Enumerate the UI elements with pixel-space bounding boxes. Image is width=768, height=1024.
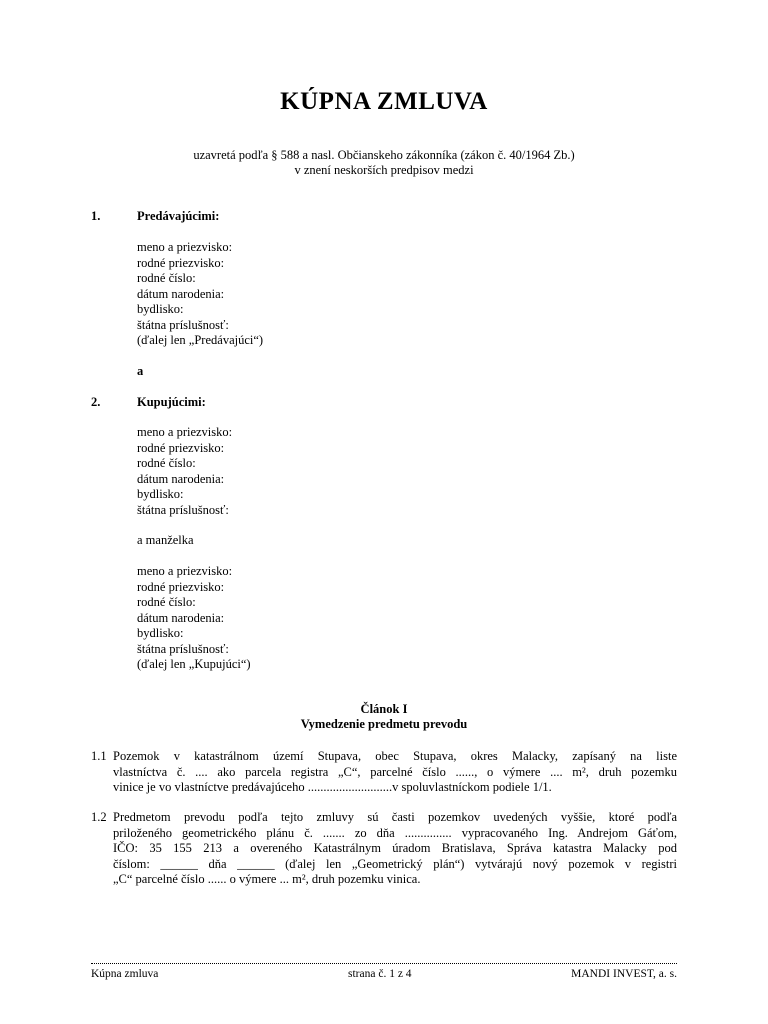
buyer-field: rodné číslo: (137, 456, 196, 470)
spouse-field: meno a priezvisko: (137, 564, 233, 578)
article-title: Vymedzenie predmetu prevodu (300, 717, 468, 731)
paragraph-line: IČO: 35 155 213 a overeného Katastrálnym úradom Bratislava, Správa katastra Malacky pod (113, 841, 677, 855)
seller-field: štátna príslušnosť: (137, 318, 229, 332)
seller-field: meno a priezvisko: (137, 240, 233, 254)
buyer-field: rodné priezvisko: (137, 441, 225, 455)
paragraph-line: číslom: ______ dňa ______ (ďalej len „Geometrický plán“) vytvárajú nový pozemok v registri (113, 856, 677, 871)
spouse-field: rodné priezvisko: (137, 580, 225, 594)
spouse-label: a manželka (137, 533, 194, 547)
spouse-field: dátum narodenia: (137, 611, 225, 625)
and-label: a (137, 364, 144, 378)
seller-field: bydlisko: (137, 302, 184, 316)
footer-divider (91, 963, 677, 964)
seller-field: dátum narodenia: (137, 287, 225, 301)
buyer-number: 2. (91, 395, 101, 409)
paragraph-number: 1.2 (91, 810, 107, 824)
paragraph-number: 1.1 (91, 749, 107, 763)
paragraph-line: vlastníctva č. .... ako parcela registra „C“, parcelné číslo ......, o výmere .... m², druh pozemku (113, 764, 677, 779)
footer-document-name: Kúpna zmluva (91, 968, 159, 980)
seller-field: rodné číslo: (137, 271, 196, 285)
seller-alias: (ďalej len „Predávajúci“) (137, 333, 264, 347)
paragraph-1-1 (113, 749, 677, 796)
buyer-field: bydlisko: (137, 487, 184, 501)
buyer-field: štátna príslušnosť: (137, 503, 229, 517)
subtitle-line-2: v znení neskorších predpisov medzi (294, 163, 474, 177)
spouse-field: rodné číslo: (137, 595, 196, 609)
seller-heading: Predávajúcimi: (137, 209, 220, 223)
paragraph-line: Pozemok v katastrálnom území Stupava, obec Stupava, okres Malacky, zapísaný na liste (113, 749, 677, 763)
buyer-heading: Kupujúcimi: (137, 395, 206, 409)
buyer-field: meno a priezvisko: (137, 425, 233, 439)
paragraph-line: priloženého geometrického plánu č. ....... zo dňa ............... vypracovaného Ing. Andrejom Gáťom, (113, 825, 677, 840)
buyer-field: dátum narodenia: (137, 472, 225, 486)
paragraph-line: Predmetom prevodu podľa tejto zmluvy sú časti pozemkov uvedených vyššie, ktoré podľa (113, 810, 677, 824)
document-title: KÚPNA ZMLUVA (280, 88, 488, 115)
seller-field: rodné priezvisko: (137, 256, 225, 270)
paragraph-line: vinice je vo vlastníctve predávajúceho ...........................v spoluvlastníckom podiele 1/1. (113, 780, 552, 794)
footer-page-number: strana č. 1 z 4 (348, 968, 412, 980)
footer-company-name: MANDI INVEST, a. s. (571, 968, 677, 980)
spouse-field: štátna príslušnosť: (137, 642, 229, 656)
paragraph-1-2 (113, 810, 677, 888)
buyer-alias: (ďalej len „Kupujúci“) (137, 657, 251, 671)
seller-number: 1. (91, 209, 101, 223)
spouse-field: bydlisko: (137, 626, 184, 640)
subtitle-line-1: uzavretá podľa § 588 a nasl. Občianskeho zákonníka (zákon č. 40/1964 Zb.) (193, 148, 575, 162)
article-number: Článok I (360, 702, 408, 716)
paragraph-line: „C“ parcelné číslo ...... o výmere ... m², druh pozemku vinica. (113, 872, 421, 886)
